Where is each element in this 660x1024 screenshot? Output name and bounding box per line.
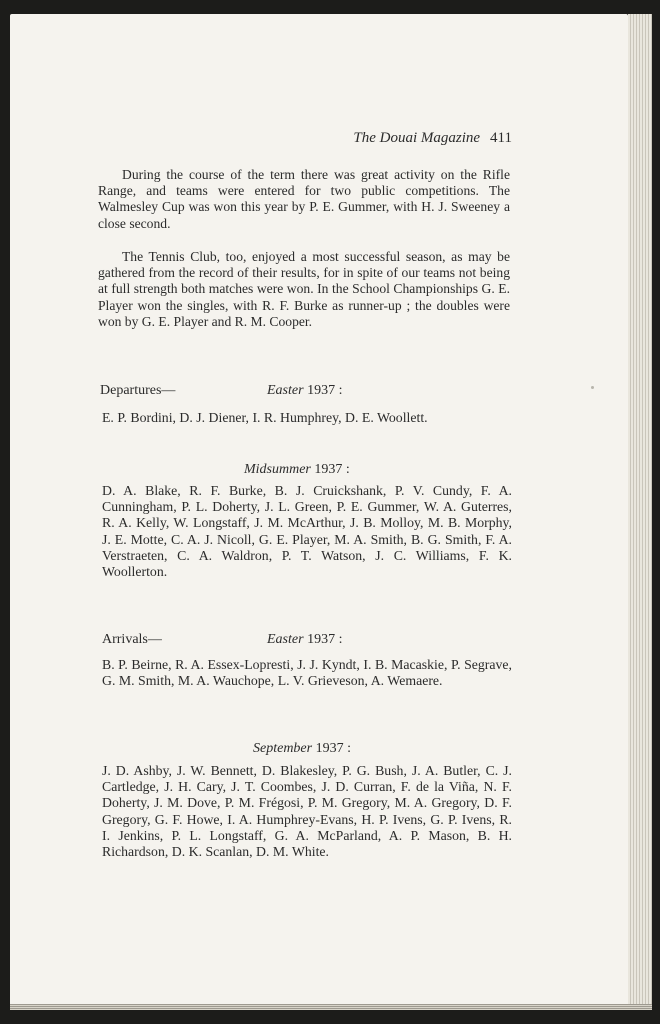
- term-year: 1937 :: [315, 741, 351, 756]
- term-year: 1937 :: [314, 462, 350, 477]
- magazine-title: The Douai Magazine: [353, 130, 481, 146]
- departures-label: Departures—: [100, 383, 176, 398]
- departures-easter-heading: [267, 383, 342, 399]
- arrivals-september-heading: [253, 741, 351, 757]
- term-season: Easter: [267, 383, 304, 398]
- tennis-club-paragraph: The Tennis Club, too, enjoyed a most successful season, as may be gathered from the record of their results, for in spite of our teams not being at full strength both matches were won. In the School Championships G. E. Player won the singles, with R. F. Burke as runner-up ; the doubles were won by G. E. Player and R. M. Cooper.: [98, 249, 510, 329]
- arrivals-easter-names: B. P. Beirne, R. A. Essex-Lopresti, J. J. Kyndt, I. B. Macaskie, P. Segrave, G. M. Smith, M. A. Wauchope, L. V. Grieveson, A. Wemaere.: [102, 657, 512, 689]
- term-year: 1937 :: [307, 383, 343, 398]
- page-fore-edge: [628, 14, 652, 1006]
- arrivals-easter-heading: [267, 632, 342, 648]
- term-season: September: [253, 741, 313, 756]
- departures-midsummer-names: D. A. Blake, R. F. Burke, B. J. Cruickshank, P. V. Cundy, F. A. Cunningham, P. L. Doherty, J. L. Green, P. E. Gummer, W. A. Guterres, R. A. Kelly, W. Longstaff, J. M. McArthur, J. B. Molloy, M. B. Morphy, J. E. Motte, C. A. J. Nicoll, G. E. Player, M. A. Smith, B. G. Smith, F. A. Verstraeten, C. A. Waldron, P. T. Watson, J. C. Williams, F. K. Woollerton.: [102, 483, 512, 580]
- term-season: Midsummer: [244, 462, 311, 477]
- arrivals-label: Arrivals—: [102, 632, 162, 647]
- term-year: 1937 :: [307, 632, 343, 647]
- arrivals-september-names: J. D. Ashby, J. W. Bennett, D. Blakesley, P. G. Bush, J. A. Butler, C. J. Cartledge, J. H. Cary, J. T. Coombes, J. D. Curran, F. de la Viña, N. F. Doherty, J. M. Dove, P. M. Frégosi, P. M. Gregory, M. A. Gregory, D. F. Gregory, G. F. Howe, I. A. Humphrey-Evans, H. P. Ivens, G. P. Ivens, R. I. Jenkins, P. L. Longstaff, G. A. McParland, A. P. Mason, B. H. Richardson, D. K. Scanlan, D. M. White.: [102, 763, 512, 860]
- term-season: Easter: [267, 632, 304, 647]
- departures-midsummer-heading: [244, 462, 350, 478]
- paper-speck: [591, 386, 594, 389]
- running-header: [100, 130, 512, 147]
- page-bottom-edge: [10, 1004, 652, 1010]
- page-number: 411: [490, 130, 512, 146]
- departures-easter-names: E. P. Bordini, D. J. Diener, I. R. Humphrey, D. E. Woollett.: [102, 410, 428, 425]
- rifle-range-paragraph: During the course of the term there was great activity on the Rifle Range, and teams were entered for two public competitions. The Walmesley Cup was won this year by P. E. Gummer, with H. J. Sweeney a close second.: [98, 167, 510, 231]
